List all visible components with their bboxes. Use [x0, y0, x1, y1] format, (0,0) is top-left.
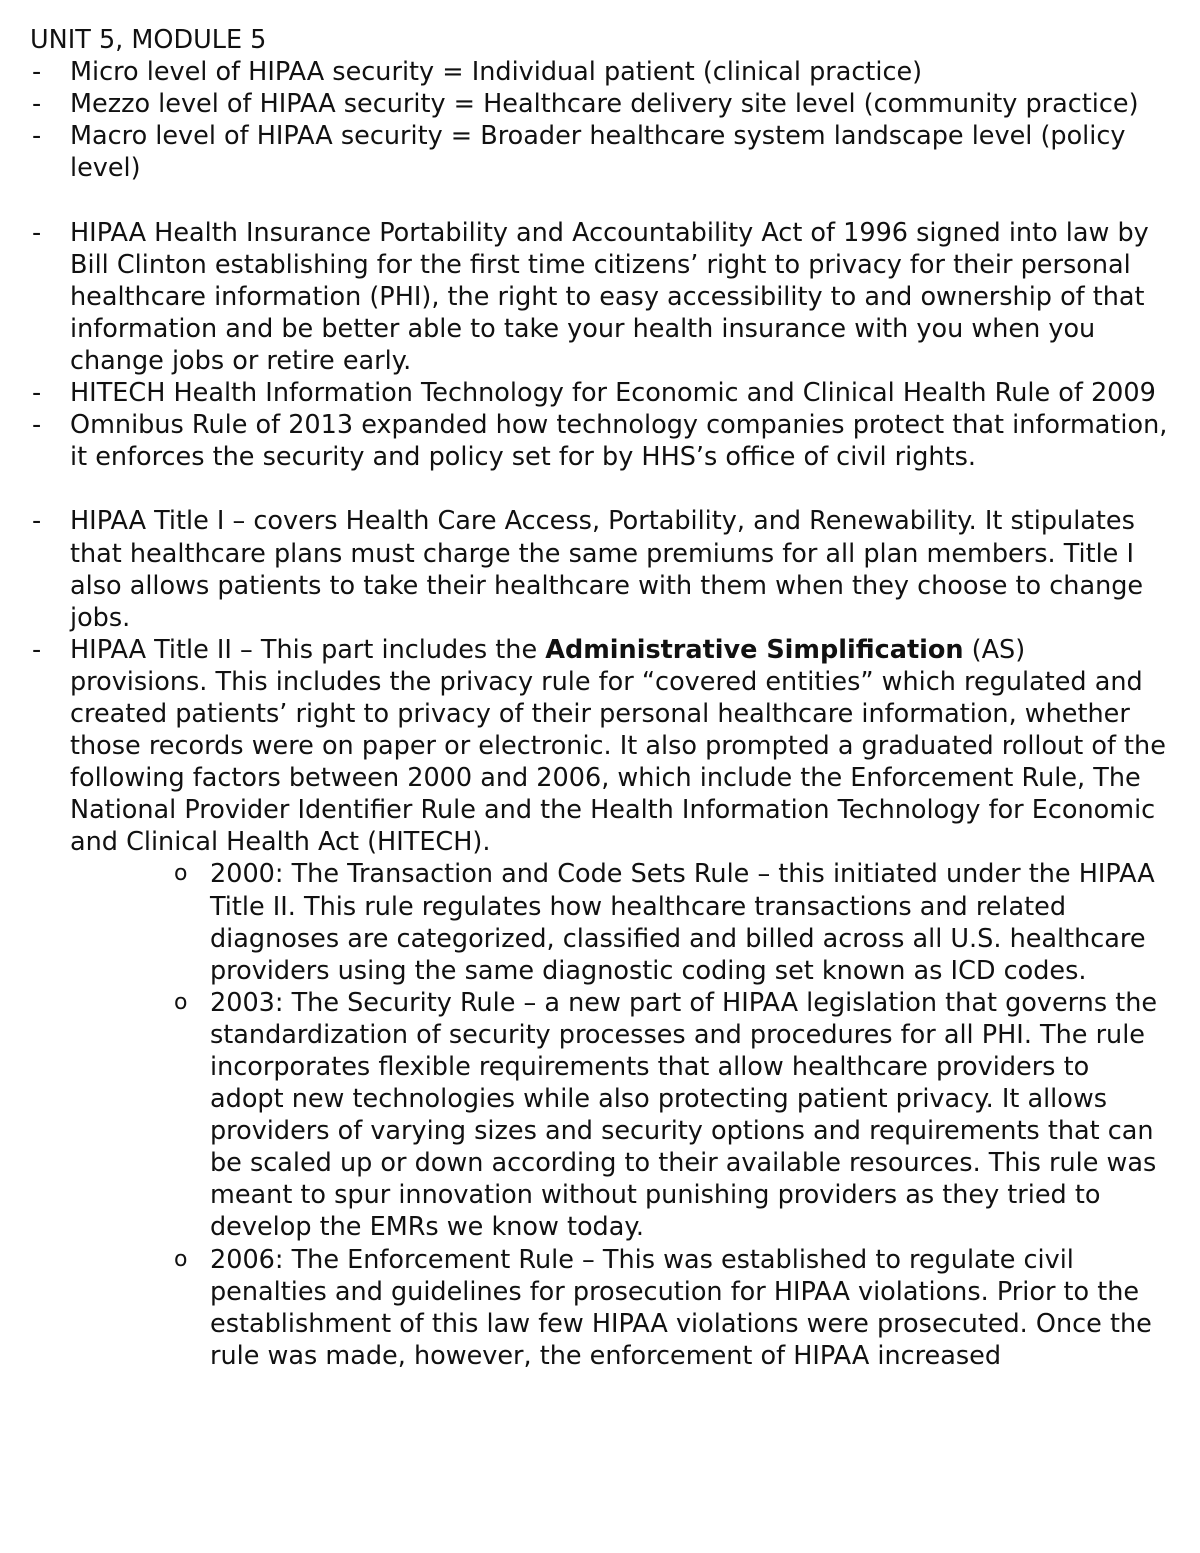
circle-bullet: o	[174, 989, 188, 1015]
sub-item-2003-security-rule	[70, 987, 1170, 1244]
list-item-hipaa-act	[30, 217, 1170, 377]
sub-item-2000-transaction-rule	[70, 858, 1170, 986]
list-item-micro-level	[30, 56, 1170, 88]
list-item-mezzo-level	[30, 88, 1170, 120]
levels-list	[30, 56, 1170, 184]
legislation-list	[30, 217, 1170, 474]
list-item-title-two	[30, 634, 1170, 1372]
list-item-text: Omnibus Rule of 2013 expanded how technology companies protect that information, it enforces the security and policy set for by HHS’s office of civil rights.	[70, 410, 1168, 473]
page-title: UNIT 5, MODULE 5	[30, 25, 267, 55]
list-item-text: HIPAA Health Insurance Portability and Accountability Act of 1996 signed into law by Bill Clinton establishing for the first time citizens’ right to privacy for their personal healthcare information (PHI), the right to easy accessibility to and ownership of that information and be better able to take your health insurance with you when you change jobs or retire early.	[70, 217, 1149, 376]
title-two-text-start: HIPAA Title II – This part includes the	[70, 634, 546, 665]
dash-bullet: -	[32, 410, 42, 441]
rule-timeline-list	[70, 858, 1170, 1372]
paragraph-gap	[30, 473, 1170, 505]
list-item-text: Mezzo level of HIPAA security = Healthcare delivery site level (community practice)	[70, 89, 1139, 120]
dash-bullet: -	[32, 121, 42, 152]
paragraph-gap	[30, 184, 1170, 216]
dash-bullet: -	[32, 634, 42, 665]
list-item-title-one	[30, 505, 1170, 633]
list-item-macro-level	[30, 120, 1170, 184]
dash-bullet: -	[32, 506, 42, 537]
sub-item-text: 2006: The Enforcement Rule – This was established to regulate civil penalties and guidelines for prosecution for HIPAA violations. Prior to the establishment of this law few HIPAA violations were prosecuted. Once the rule was made, however, the enforcement of HIPAA increased	[210, 1244, 1152, 1371]
dash-bullet: -	[32, 57, 42, 88]
title-two-text-end: (AS) provisions. This includes the privacy rule for “covered entities” which regulated and created patients’ right to privacy of their personal healthcare information, whether those records were on paper or electronic. It also prompted a graduated rollout of the following factors between 2000 and 2006, which include the Enforcement Rule, The National Provider Identifier Rule and the Health Information Technology for Economic and Clinical Health Act (HITECH).	[70, 634, 1166, 858]
sub-item-text: 2003: The Security Rule – a new part of HIPAA legislation that governs the standardization of security processes and procedures for all PHI. The rule incorporates flexible requirements that allow healthcare providers to adopt new technologies while also protecting patient privacy. It allows providers of varying sizes and security options and requirements that can be scaled up or down according to their available resources. This rule was meant to spur innovation without punishing providers as they tried to develop the EMRs we know today.	[210, 987, 1158, 1243]
list-item-text: Macro level of HIPAA security = Broader healthcare system landscape level (policy level)	[70, 121, 1126, 184]
circle-bullet: o	[174, 1246, 188, 1272]
dash-bullet: -	[32, 378, 42, 409]
list-item-text: Micro level of HIPAA security = Individual patient (clinical practice)	[70, 57, 923, 88]
administrative-simplification-term: Administrative Simplification	[545, 634, 964, 665]
list-item-omnibus-rule	[30, 409, 1170, 473]
list-item-hitech-rule	[30, 377, 1170, 409]
dash-bullet: -	[32, 217, 42, 248]
list-item-text: HITECH Health Information Technology for Economic and Clinical Health Rule of 2009	[70, 378, 1156, 409]
dash-bullet: -	[32, 89, 42, 120]
titles-list	[30, 505, 1170, 1372]
circle-bullet: o	[174, 861, 188, 887]
sub-item-2006-enforcement-rule	[70, 1244, 1170, 1372]
list-item-text: HIPAA Title I – covers Health Care Access, Portability, and Renewability. It stipulates that healthcare plans must charge the same premiums for all plan members. Title I also allows patients to take their healthcare with them when they choose to change jobs.	[70, 506, 1144, 633]
sub-item-text: 2000: The Transaction and Code Sets Rule – this initiated under the HIPAA Title II. This rule regulates how healthcare transactions and related diagnoses are categorized, classified and billed across all U.S. healthcare providers using the same diagnostic coding set known as ICD codes.	[210, 859, 1155, 986]
